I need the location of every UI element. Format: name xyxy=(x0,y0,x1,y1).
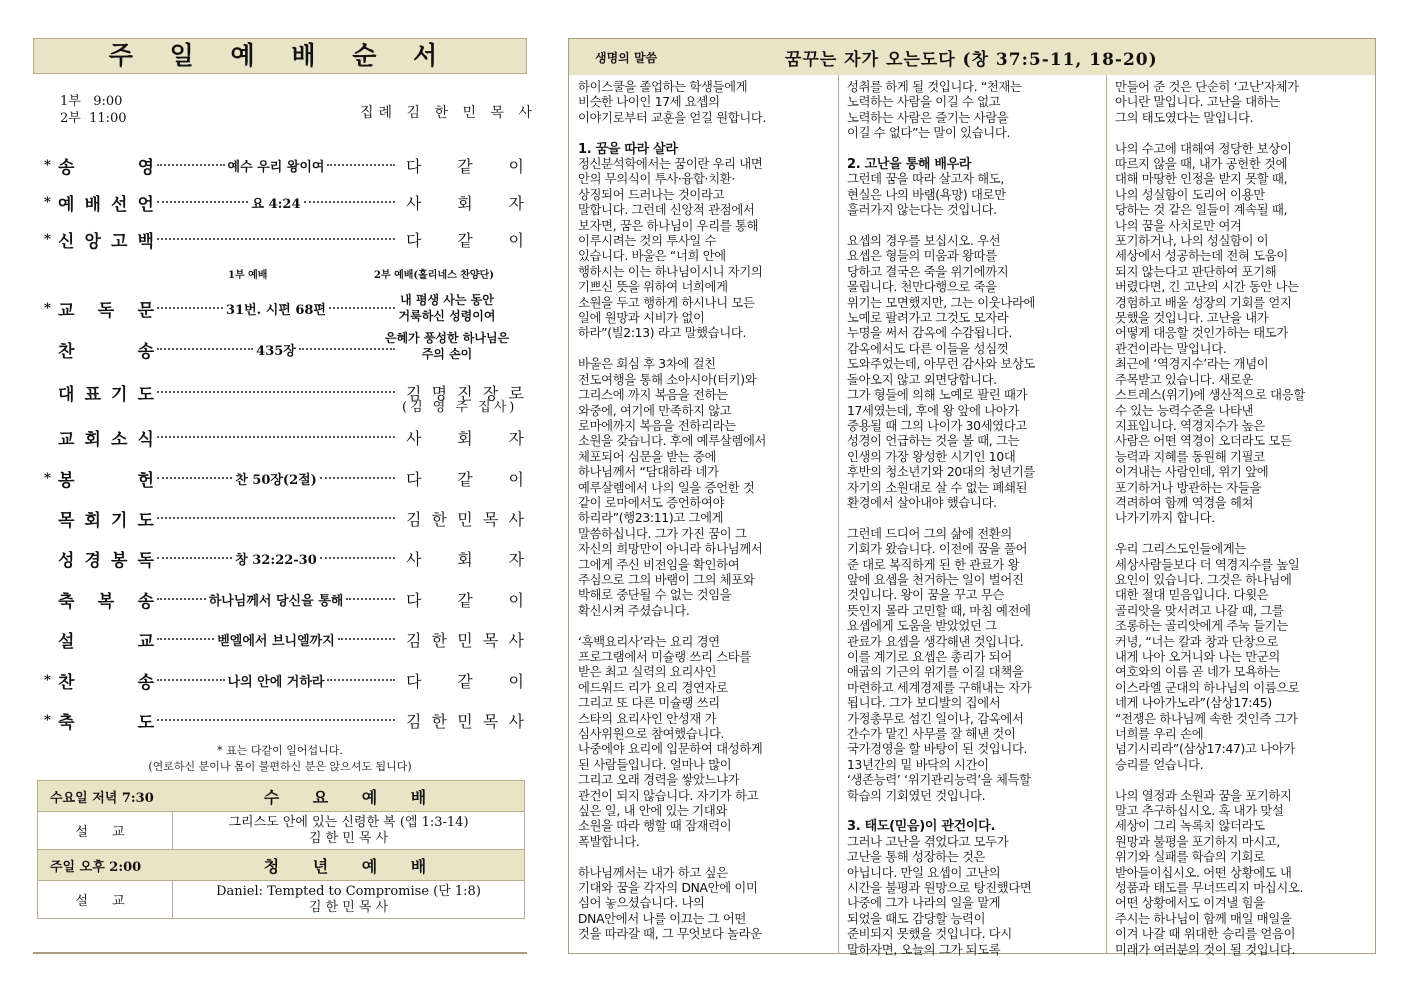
column-divider xyxy=(838,75,839,954)
order-item-detail: 찬 50장(2절) xyxy=(235,472,317,488)
wednesday-title: 수 요 예 배 xyxy=(263,787,441,807)
order-item-name: 봉 헌 xyxy=(58,470,154,491)
second-service-label: 2부 예배(홀리네스 찬양단) xyxy=(374,270,494,281)
order-item-name: 축 도 xyxy=(58,712,154,733)
sermon-title: 꿈꾸는 자가 오는도다 (창 37:5-11, 18-20) xyxy=(785,49,1158,70)
sermon-paragraph: 그런데 드디어 그의 삶에 전환의 기회가 왔습니다. 이전에 꿈을 풀어 준 대로 복직하게 된 한 관료가 왕 앞에 요셉을 천거하는 일이 벌어진 것입니다. 왕이 꿈을 꾸고 무슨 뜻인지 몰라 고민할 때, 마침 예전에 요셉에게 도움을 받았었던 그 관료가 요셉을 생각해낸 것입니다. 이를 계기로 요셉은 총리가 되어 애굽의 기근의 위기를 이길 대책을 마련하고 세계경제를 구해내는 자가 됩니다. 그가 보디발의 집에서 가정총무로 섬긴 일이나, 감옥에서 간수가 맡긴 사무를 잘 해낸 것이 국가경영을 할 바탕이 된 것입니다. 13년간의 밑 바닥의 시간이 ‘생존능력’ ‘위기관리능력’을 체득할 학습의 기회였던 것입니다. xyxy=(847,526,1032,803)
order-item-person: 김 한 민 목 사 xyxy=(406,509,524,529)
sermon-paragraph: 그런데 꿈을 따라 살고자 해도, 현실은 나의 바램(욕망) 대로만 흘러가지 않는다는 것입니다. xyxy=(847,172,1006,218)
order-item-name: 예 배 선 언 xyxy=(58,194,154,215)
hymn-line-2: 주의 손이 xyxy=(421,347,473,361)
order-item-detail: 예수 우리 왕이여 xyxy=(227,159,325,175)
youth-sermon-title: Daniel: Tempted to Compromise (단 1:8) xyxy=(216,884,481,899)
prayer-alternate: (김 영 주 집사) xyxy=(402,400,518,415)
order-item-person: 다 같 이 xyxy=(406,230,524,250)
standing-mark: * xyxy=(44,157,51,173)
order-item-person: 김 명 진 장 로 xyxy=(406,383,524,403)
order-item-detail: 창 32:22-30 xyxy=(235,552,317,568)
sermon-paragraph: 나의 수고에 대해여 정당한 보상이 따르지 않을 때, 내가 공헌한 것에 대해 마땅한 인정을 받지 못할 때, 나의 성실함이 도리어 이용만 당하는 것 같은 일들이 계속될 때, 나의 꿈을 사치로만 여겨 포기하거나, 나의 성실함이 이 세상에서 성공하는데 전혀 도움이 되지 않는다고 판단하여 포기해 버렸다면, 긴 고난의 시간 동안 나는 경험하고 배울 성장의 기회를 얻지 못했을 것입니다. 고난을 내가 어떻게 대응할 것인가하는 태도가 관건이라는 말입니다. 최근에 ‘역경지수’라는 개념이 주목받고 있습니다. 새로운 스트레스(위기)에 생산적으로 대응할 수 있는 능력수준을 나타낸 지표입니다. 역경지수가 높은 사람은 어떤 역경이 오더라도 모든 능력과 지혜를 동원해 기필코 이겨내는 사람인데, 위기 앞에 포기하거나 방관하는 자들을 격려하여 함께 역경을 헤쳐 나가기까지 합니다. xyxy=(1115,141,1305,526)
time-first: 1부 9:00 xyxy=(60,94,123,109)
sermon-paragraph: ‘흑백요리사’라는 요리 경연 프로그램에서 미슐랭 쓰리 스타를 받은 최고 실력의 요리사인 에드워드 리가 요리 경연자로 그리고 또 다른 미슐랭 쓰리 스타의 요리사인 안성재 가 심사위원으로 참여했습니다. 나중에야 요리에 입문하여 대성하게 된 사람들입니다. 얼마나 많이 그리고 오래 경력을 쌓았느냐가 관건이 되지 않습니다. 자기가 하고 싶은 일, 내 안에 있는 기대와 소원을 따라 행할 때 잠재력이 폭발합니다. xyxy=(578,634,763,849)
order-item-name: 찬 송 xyxy=(58,341,154,362)
order-item-person: 다 같 이 xyxy=(406,156,524,176)
wednesday-preacher: 김 한 민 목 사 xyxy=(308,831,389,846)
order-item xyxy=(44,190,524,214)
order-item-detail: 나의 안에 거하라 xyxy=(227,674,325,690)
leader-dots xyxy=(154,517,398,519)
column-divider xyxy=(1106,75,1107,954)
order-item xyxy=(44,627,524,651)
leader-dots xyxy=(154,590,398,609)
youth-label: 설 교 xyxy=(38,881,173,918)
order-item-person: 다 같 이 xyxy=(406,671,524,691)
standing-mark: * xyxy=(44,194,51,210)
left-page-rule xyxy=(33,952,527,954)
leader-dots xyxy=(154,469,398,488)
sermon-heading: 3. 태도(믿음)이 관건이다. xyxy=(847,819,996,835)
order-item-name: 설 교 xyxy=(58,631,154,652)
note-line-1: * 표는 다같이 일어섭니다. xyxy=(217,744,343,757)
time-second: 2부 11:00 xyxy=(60,111,127,126)
order-item xyxy=(44,227,524,251)
order-item-detail: 요 4:24 xyxy=(251,196,301,212)
order-item-person: 사 회 자 xyxy=(406,193,524,213)
order-item-name: 목 회 기 도 xyxy=(58,510,154,531)
order-item-name: 교 회 소 식 xyxy=(58,429,154,450)
youth-time: 주일 오후 2:00 xyxy=(50,859,142,875)
sermon-paragraph: 만들어 준 것은 단순히 ‘고난’자체가 아니란 말입니다. 고난을 대하는 그의 태도였다는 말입니다. xyxy=(1115,80,1299,125)
leader-dots xyxy=(154,630,398,649)
sermon-heading: 2. 고난을 통해 배우라 xyxy=(847,157,972,173)
sermon-header xyxy=(569,39,1375,75)
order-item-person: 다 같 이 xyxy=(406,590,524,610)
wednesday-sermon-title: 그리스도 안에 있는 신령한 복 (엡 1:3-14) xyxy=(228,815,469,830)
sermon-column-3 xyxy=(1115,80,1371,974)
service-leader: 집례 김 한 민 목 사 xyxy=(360,105,537,121)
sermon-paragraph: 바울은 회심 후 3차에 걸친 전도여행을 통해 소아시아(터키)와 그리스에 까지 복음을 전하는 와중에, 여기에 만족하지 않고 로마에까지 복음을 전하리라는 소원을 갖습니다. 후에 예루살렘에서 체포되어 심문을 받는 중에 하나님께서 “담대하라 네가 예루살렘에서 나의 일을 증언한 것 같이 로마에서도 증언하여야 하리라”(행23:11)고 그에게 말씀하십니다. 그가 가진 꿈이 그 자신의 희망만이 아니라 하나님께서 그에게 주신 비전임을 확인하여 주심으로 그의 바램이 그의 체포와 박해로 중단될 수 없는 것임을 확신시켜 주셨습니다. xyxy=(578,357,767,618)
youth-sermon xyxy=(173,881,524,918)
second-service-hymn xyxy=(362,330,532,362)
order-item-name: 송 영 xyxy=(58,157,154,178)
leader-dots xyxy=(154,391,398,393)
leader-dots xyxy=(154,156,398,175)
order-item-name: 축 복 송 xyxy=(58,591,154,612)
sermon-paragraph: 하나님께서는 내가 하고 싶은 기대와 꿈을 각자의 DNA안에 이미 심어 놓으셨습니다. 나의 DNA안에서 나를 이끄는 그 어떤 것을 따라갈 때, 그 무엇보다 놀라운 xyxy=(578,865,762,942)
order-item-name: 찬 송 xyxy=(58,672,154,693)
hymn-line-1: 은혜가 풍성한 하나님은 xyxy=(384,331,510,345)
order-item xyxy=(44,708,524,732)
order-item-name: 대 표 기 도 xyxy=(58,384,154,405)
order-item-person: 김 한 민 목 사 xyxy=(406,630,524,650)
order-item-person: 김 한 민 목 사 xyxy=(406,711,524,731)
sermon-paragraph: 나의 열정과 소원과 꿈을 포기하지 말고 추구하십시오. 혹 내가 맞설 세상이 그리 녹록치 않더라도 원망과 불평을 포기하지 마시고, 위기와 실패를 학습의 기회로 받아들이십시오. 어떤 상황에도 내 성품과 태도를 무너뜨리지 마십시오. 어떤 상황에서도 이겨낼 힘을 주시는 하나님이 함께 매일 매일을 이겨 나갈 때 위대한 승리를 얻음이 미래가 여러분의 것이 될 것입니다. xyxy=(1115,788,1304,957)
youth-preacher: 김 한 민 목 사 xyxy=(308,900,389,915)
sermon-paragraph: 그러나 고난을 겪었다고 모두가 고난을 통해 성장하는 것은 아닙니다. 만일 요셉이 고난의 시간을 불평과 원망으로 탕진했다면 나중에 그가 나라의 일을 맡게 되었을 때도 감당할 능력이 준비되지 못했을 것입니다. 다시 말하자면, 오늘의 그가 되도록 xyxy=(847,834,1032,957)
standing-mark: * xyxy=(44,672,51,688)
first-service-label: 1부 예배 xyxy=(228,270,268,281)
wednesday-service-table xyxy=(37,780,525,850)
order-item-detail: 435장 xyxy=(256,343,296,359)
standing-mark: * xyxy=(44,470,51,486)
leader-dots xyxy=(154,719,398,721)
sermon-paragraph: 요셉의 경우를 보십시오. 우선 요셉은 형들의 미움과 왕따를 당하고 결국은 죽을 위기에까지 몰립니다. 천만다행으로 죽을 위기는 모면했지만, 그는 이웃나라에 노예로 팔려가고 그것도 모자라 누명을 써서 감옥에 수감됩니다. 감옥에서도 다른 이들을 성심껏 도와주었는데, 아무런 감사와 보상도 돌아오지 않고 외면당합니다. 그가 형들에 의해 노예로 팔린 때가 17세였는데, 후에 왕 앞에 나아가 중용될 때 그의 나이가 30세였다고 성경이 언급하는 것을 볼 때, 그는 인생의 가장 왕성한 시기인 10대 후반의 청소년기와 20대의 청년기를 자기의 소원대로 살 수 없는 폐쇄된 환경에서 살아내야 했습니다. xyxy=(847,234,1036,510)
wednesday-sermon xyxy=(173,812,524,849)
standing-note xyxy=(33,743,527,775)
wednesday-label: 설 교 xyxy=(38,812,173,849)
page-title: 주 일 예 배 순 서 xyxy=(33,38,527,74)
order-item xyxy=(44,466,524,490)
order-item xyxy=(44,153,524,177)
order-item xyxy=(44,546,524,570)
standing-mark: * xyxy=(44,300,51,316)
service-times xyxy=(60,93,127,127)
order-item-detail: 하나님께서 당신을 통해 xyxy=(208,593,344,609)
sermon-paragraph: 성취를 하게 될 것입니다. “천재는 노력하는 사람을 이길 수 없고 노력하는 사람은 즐기는 사람을 이길 수 없다”는 말이 있습니다. xyxy=(847,80,1022,141)
leader-dots xyxy=(154,671,398,690)
order-item xyxy=(44,506,524,530)
sermon-paragraph: 우리 그리스도인들에게는 세상사람들보다 더 역경지수를 높일 요인이 있습니다. 그것은 하나님에 대한 절대 믿음입니다. 다윗은 골리앗을 맞서려고 나갈 때, 그를 조롱하는 골리앗에게 주눅 들기는 커녕, “너는 칼과 창과 단창으로 내게 나아 오거니와 나는 만군의 여호와의 이름 곧 네가 모욕하는 이스라엘 군대의 하나님의 이름으로 네게 나아가노라”(삼상17:45) “전쟁은 하나님께 속한 것인즉 그가 너희를 우리 손에 넘기시리라”(삼상17:47)고 나아가 승리를 얻습니다. xyxy=(1115,542,1300,772)
leader-dots xyxy=(154,436,398,438)
leader-dots xyxy=(154,193,398,212)
order-item xyxy=(44,668,524,692)
leader-dots xyxy=(154,238,398,240)
standing-mark: * xyxy=(44,712,51,728)
order-item-name: 신 앙 고 백 xyxy=(58,231,154,252)
order-item xyxy=(44,425,524,449)
order-item-detail: 31번. 시편 68편 xyxy=(226,302,326,318)
order-item-person: 사 회 자 xyxy=(406,549,524,569)
second-service-reading xyxy=(362,292,532,324)
sermon-column-1 xyxy=(578,80,834,958)
sermon-paragraph: 정신분석학에서는 꿈이란 우리 내면 안의 무의식이 투사·융합·치환· 상징되어 드러나는 것이라고 말합니다. 그런데 신앙적 관점에서 보자면, 꿈은 하나님이 우리를 통해 이루시려는 것의 투사일 수 있습니다. 바울은 “너희 안에 행하시는 이는 하나님이시니 자기의 기쁘신 뜻을 위하여 너희에게 소원을 두고 행하게 하시나니 모든 일에 원망과 시비가 없이 하라”(빌2:13) 라고 말했습니다. xyxy=(578,157,763,341)
leader-dots xyxy=(154,549,398,568)
youth-title: 청 년 예 배 xyxy=(263,856,441,876)
youth-service-table xyxy=(37,849,525,919)
sermon-paragraph: 하이스쿨을 졸업하는 학생들에게 비슷한 나이인 17세 요셉의 이야기로부터 교훈을 얻길 원합니다. xyxy=(578,80,767,125)
note-line-2: (연로하신 분이나 몸이 불편하신 분은 앉으셔도 됩니다) xyxy=(148,760,412,773)
standing-mark: * xyxy=(44,231,51,247)
order-item-name: 성 경 봉 독 xyxy=(58,550,154,571)
order-item-name: 교 독 문 xyxy=(58,300,154,321)
wednesday-time: 수요일 저녁 7:30 xyxy=(50,790,154,806)
reading-line-2: 거룩하신 성령이여 xyxy=(398,309,496,323)
sermon-label: 생명의 말씀 xyxy=(595,50,658,65)
order-item xyxy=(44,587,524,611)
order-item-person: 다 같 이 xyxy=(406,469,524,489)
sermon-heading: 1. 꿈을 따라 살라 xyxy=(578,141,678,157)
sermon-column-2 xyxy=(847,80,1103,973)
reading-line-1: 내 평생 사는 동안 xyxy=(400,293,494,307)
order-item-detail: 벧엘에서 브니엘까지 xyxy=(217,633,335,649)
order-item-person: 사 회 자 xyxy=(406,428,524,448)
